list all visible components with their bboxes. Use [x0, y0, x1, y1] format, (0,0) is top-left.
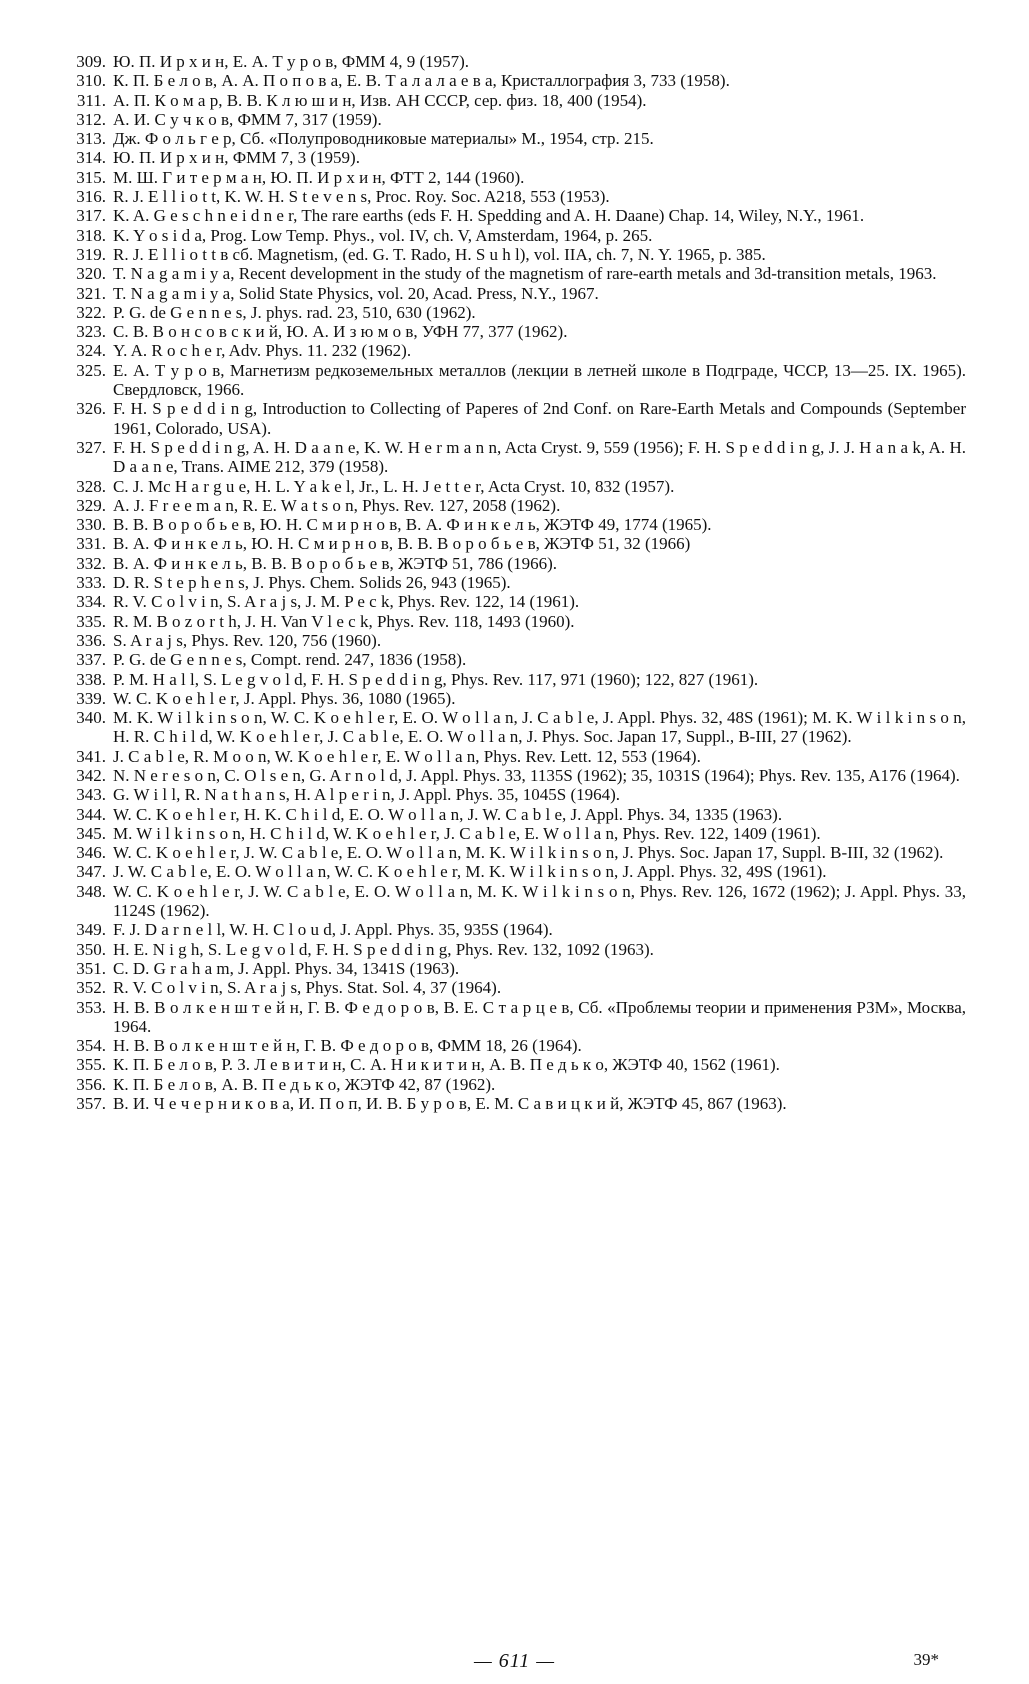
reference-entry	[62, 438, 966, 477]
reference-number: 347.	[76, 862, 106, 882]
reference-number: 317.	[76, 206, 106, 226]
reference-entry	[62, 612, 966, 631]
reference-entry	[62, 71, 966, 90]
reference-entry	[62, 110, 966, 129]
reference-text: C. D. G r a h a m, J. Appl. Phys. 34, 1341S (1963).	[113, 958, 460, 978]
reference-entry	[62, 361, 966, 400]
reference-number: 342.	[76, 765, 106, 785]
reference-text: R. V. C o l v i n, S. A r a j s, J. M. P e c k, Phys. Rev. 122, 14 (1961).	[113, 592, 580, 612]
reference-text: F. H. S p e d d i n g, A. H. D a a n e, K. W. H e r m a n n, Acta Cryst. 9, 559 (1956); F. H. S p e d d i n g, J. J. H a n a k, A. H. D a a n e, Trans. AIME 212, 379 (1958).	[113, 437, 966, 477]
reference-number: 335.	[76, 611, 106, 631]
page-number: — 611 —	[473, 1650, 556, 1672]
reference-number: 319.	[76, 244, 106, 264]
reference-entry	[62, 515, 966, 534]
reference-entry	[62, 148, 966, 167]
reference-text: J. W. C a b l e, E. O. W o l l a n, W. C. K o e h l e r, M. K. W i l k i n s o n, J. Appl. Phys. 32, 49S (1961).	[113, 862, 827, 882]
reference-text: C. J. Mc H a r g u e, H. L. Y a k e l, Jr., L. H. J e t t e r, Acta Cryst. 10, 832 (1957).	[113, 476, 675, 496]
reference-number: 340.	[76, 708, 106, 728]
reference-text: W. C. K o e h l e r, H. K. C h i l d, E. O. W o l l a n, J. W. C a b l e, J. Appl. Phys. 34, 1335 (1963).	[113, 804, 783, 824]
reference-number: 336.	[76, 630, 106, 650]
reference-entry	[62, 920, 966, 939]
reference-number: 351.	[76, 958, 106, 978]
reference-number: 320.	[76, 264, 106, 284]
reference-number: 349.	[76, 920, 106, 940]
reference-number: 328.	[76, 476, 106, 496]
reference-entry	[62, 341, 966, 360]
reference-text: S. A r a j s, Phys. Rev. 120, 756 (1960).	[113, 630, 382, 650]
reference-entry	[62, 805, 966, 824]
reference-number: 356.	[76, 1074, 106, 1094]
reference-text: В. В. В о р о б ь е в, Ю. Н. С м и р н о в, В. А. Ф и н к е л ь, ЖЭТФ 49, 1774 (1965).	[113, 515, 712, 535]
reference-number: 327.	[76, 437, 106, 457]
reference-number: 339.	[76, 688, 106, 708]
reference-text: D. R. S t e p h e n s, J. Phys. Chem. Solids 26, 943 (1965).	[113, 573, 511, 593]
reference-entry	[62, 573, 966, 592]
reference-number: 329.	[76, 495, 106, 515]
reference-text: F. H. S p e d d i n g, Introduction to Collecting of Paperes of 2nd Conf. on Rare-Earth Metals and Compounds (September 1961, Colorado, USA).	[113, 399, 966, 438]
reference-number: 343.	[76, 785, 106, 805]
reference-text: P. G. de G e n n e s, J. phys. rad. 23, 510, 630 (1962).	[113, 302, 476, 322]
reference-number: 341.	[76, 746, 106, 766]
reference-entry	[62, 187, 966, 206]
reference-entry	[62, 978, 966, 997]
reference-text: А. П. К о м а р, В. В. К л ю ш и н, Изв. АН СССР, сер. физ. 18, 400 (1954).	[113, 90, 647, 110]
reference-number: 323.	[76, 322, 106, 342]
reference-entry	[62, 862, 966, 881]
reference-number: 344.	[76, 804, 106, 824]
reference-entry	[62, 534, 966, 553]
reference-number: 334.	[76, 592, 106, 612]
reference-number: 311.	[76, 90, 106, 110]
reference-text: R. V. C o l v i n, S. A r a j s, Phys. Stat. Sol. 4, 37 (1964).	[113, 978, 502, 998]
reference-entry	[62, 129, 966, 148]
reference-number: 310.	[76, 71, 106, 91]
reference-text: В. А. Ф и н к е л ь, В. В. В о р о б ь е в, ЖЭТФ 51, 786 (1966).	[113, 553, 557, 573]
reference-number: 313.	[76, 129, 106, 149]
reference-number: 345.	[76, 823, 106, 843]
reference-number: 355.	[76, 1055, 106, 1075]
reference-entry	[62, 843, 966, 862]
reference-entry	[62, 91, 966, 110]
reference-number: 348.	[76, 881, 106, 901]
reference-text: R. M. B o z o r t h, J. H. Van V l e c k, Phys. Rev. 118, 1493 (1960).	[113, 611, 575, 631]
reference-entry	[62, 206, 966, 225]
reference-number: 318.	[76, 225, 106, 245]
reference-text: Ю. П. И р х и н, Е. А. Т у р о в, ФММ 4, 9 (1957).	[113, 52, 470, 71]
reference-text: M. K. W i l k i n s o n, W. C. K o e h l e r, E. O. W o l l a n, J. C a b l e, J. Appl. Phys. 32, 48S (1961); M. K. W i l k i n s o n, H. R. C h i l d, W. K o e h l e r, J. C a b l e, E. O. W o l l a n, J. Phys. Soc. Japan 17, Suppl., B-III, 27 (1962).	[113, 708, 966, 747]
reference-text: W. C. K o e h l e r, J. Appl. Phys. 36, 1080 (1965).	[113, 688, 456, 708]
reference-text: А. И. С у ч к о в, ФММ 7, 317 (1959).	[113, 109, 382, 129]
reference-entry	[62, 245, 966, 264]
reference-entry	[62, 1055, 966, 1074]
reference-text: Дж. Ф о л ь г е р, Сб. «Полупроводниковые материалы» М., 1954, стр. 215.	[113, 129, 654, 149]
reference-text: J. C a b l e, R. M o o n, W. K o e h l e r, E. W o l l a n, Phys. Rev. Lett. 12, 553 (1964).	[113, 746, 701, 766]
reference-text: W. C. K o e h l e r, J. W. C a b l e, E. O. W o l l a n, M. K. W i l k i n s o n, Phys. Rev. 126, 1672 (1962); J. Appl. Phys. 33, 1124S (1962).	[113, 881, 966, 921]
reference-text: Н. В. В о л к е н ш т е й н, Г. В. Ф е д о р о в, В. Е. С т а р ц е в, Сб. «Проблемы теории и применения РЗМ», Москва, 1964.	[113, 997, 966, 1036]
reference-number: 326.	[76, 399, 106, 419]
reference-number: 321.	[76, 283, 106, 303]
reference-entry	[62, 631, 966, 650]
reference-entry	[62, 284, 966, 303]
reference-number: 314.	[76, 148, 106, 168]
reference-text: P. G. de G e n n e s, Compt. rend. 247, 1836 (1958).	[113, 650, 467, 670]
reference-number: 316.	[76, 187, 106, 207]
reference-entry	[62, 264, 966, 283]
reference-text: N. N e r e s o n, C. O l s e n, G. A r n o l d, J. Appl. Phys. 33, 1135S (1962); 35, 1031S (1964); Phys. Rev. 135, A176 (1964).	[113, 765, 960, 785]
reference-text: Y. A. R o c h e r, Adv. Phys. 11. 232 (1962).	[113, 341, 412, 361]
reference-entry	[62, 959, 966, 978]
reference-text: К. П. Б е л о в, А. В. П е д ь к о, ЖЭТФ 42, 87 (1962).	[113, 1074, 496, 1094]
reference-entry	[62, 592, 966, 611]
reference-entry	[62, 882, 966, 921]
reference-text: R. J. E l l i o t t, K. W. H. S t e v e n s, Proc. Roy. Soc. A218, 553 (1953).	[113, 187, 610, 207]
reference-list	[62, 52, 966, 1113]
reference-entry	[62, 708, 966, 747]
reference-entry	[62, 477, 966, 496]
reference-number: 315.	[76, 167, 106, 187]
reference-text: В. И. Ч е ч е р н и к о в а, И. П о п, И. В. Б у р о в, Е. М. С а в и ц к и й, ЖЭТФ 45, 867 (1963).	[113, 1094, 787, 1114]
reference-number: 350.	[76, 939, 106, 959]
reference-number: 357.	[76, 1094, 106, 1114]
reference-text: К. П. Б е л о в, А. А. П о п о в а, Е. В. Т а л а л а е в а, Кристаллография 3, 733 (1958).	[113, 71, 730, 91]
reference-text: Е. А. Т у р о в, Магнетизм редкоземельных металлов (лекции в летней школе в Подграде, ЧССР, 13—25. IX. 1965). Свердловск, 1966.	[113, 360, 966, 400]
reference-entry	[62, 322, 966, 341]
reference-entry	[62, 940, 966, 959]
reference-number: 333.	[76, 573, 106, 593]
reference-entry	[62, 1036, 966, 1055]
reference-text: H. E. N i g h, S. L e g v o l d, F. H. S p e d d i n g, Phys. Rev. 132, 1092 (1963).	[113, 939, 654, 959]
reference-number: 312.	[76, 109, 106, 129]
reference-entry	[62, 766, 966, 785]
reference-text: K. Y o s i d a, Prog. Low Temp. Phys., vol. IV, ch. V, Amsterdam, 1964, p. 265.	[113, 225, 653, 245]
reference-number: 346.	[76, 843, 106, 863]
reference-entry	[62, 399, 966, 438]
page-footer	[0, 1650, 1029, 1676]
reference-text: M. W i l k i n s o n, H. C h i l d, W. K o e h l e r, J. C a b l e, E. W o l l a n, Phys. Rev. 122, 1409 (1961).	[113, 823, 821, 843]
reference-text: R. J. E l l i o t t в сб. Magnetism, (ed. G. T. Rado, H. S u h l), vol. IIA, ch. 7, N. Y. 1965, p. 385.	[113, 244, 766, 264]
reference-text: T. N a g a m i y a, Recent development in the study of the magnetism of rare-earth metals and 3d-transition metals, 1963.	[113, 264, 937, 284]
reference-entry	[62, 303, 966, 322]
reference-entry	[62, 1075, 966, 1094]
reference-entry	[62, 785, 966, 804]
reference-entry	[62, 670, 966, 689]
reference-text: К. П. Б е л о в, Р. З. Л е в и т и н, С. А. Н и к и т и н, А. В. П е д ь к о, ЖЭТФ 40, 1562 (1961).	[113, 1055, 780, 1075]
reference-text: P. M. H a l l, S. L e g v o l d, F. H. S p e d d i n g, Phys. Rev. 117, 971 (1960); 122, 827 (1961).	[113, 669, 759, 689]
reference-entry	[62, 824, 966, 843]
reference-number: 353.	[76, 997, 106, 1017]
reference-number: 330.	[76, 515, 106, 535]
reference-number: 332.	[76, 553, 106, 573]
reference-text: М. Ш. Г и т е р м а н, Ю. П. И р х и н, ФТТ 2, 144 (1960).	[113, 167, 525, 187]
reference-text: Ю. П. И р х и н, ФММ 7, 3 (1959).	[113, 148, 360, 168]
reference-entry	[62, 554, 966, 573]
reference-number: 322.	[76, 302, 106, 322]
reference-number: 325.	[76, 360, 106, 380]
reference-text: K. A. G e s c h n e i d n e r, The rare earths (eds F. H. Spedding and A. H. Daane) Chap. 14, Wiley, N.Y., 1961.	[113, 206, 865, 226]
reference-text: Н. В. В о л к е н ш т е й н, Г. В. Ф е д о р о в, ФММ 18, 26 (1964).	[113, 1036, 582, 1056]
reference-entry	[62, 689, 966, 708]
reference-number: 338.	[76, 669, 106, 689]
reference-entry	[62, 650, 966, 669]
reference-entry	[62, 998, 966, 1037]
reference-number: 337.	[76, 650, 106, 670]
reference-text: В. А. Ф и н к е л ь, Ю. Н. С м и р н о в, В. В. В о р о б ь е в, ЖЭТФ 51, 32 (1966)	[113, 534, 691, 554]
reference-number: 352.	[76, 978, 106, 998]
reference-text: T. N a g a m i y a, Solid State Physics, vol. 20, Acad. Press, N.Y., 1967.	[113, 283, 599, 303]
reference-entry	[62, 1094, 966, 1113]
reference-entry	[62, 168, 966, 187]
reference-number: 324.	[76, 341, 106, 361]
reference-number: 354.	[76, 1036, 106, 1056]
reference-text: W. C. K o e h l e r, J. W. C a b l e, E. O. W o l l a n, M. K. W i l k i n s o n, J. Phys. Soc. Japan 17, Suppl. B-III, 32 (1962).	[113, 843, 944, 863]
reference-text: F. J. D a r n e l l, W. H. C l o u d, J. Appl. Phys. 35, 935S (1964).	[113, 920, 553, 940]
reference-text: С. В. В о н с о в с к и й, Ю. А. И з ю м о в, УФН 77, 377 (1962).	[113, 322, 568, 342]
signature-mark: 39*	[913, 1650, 939, 1669]
reference-number: 309.	[76, 52, 106, 71]
reference-entry	[62, 747, 966, 766]
reference-text: G. W i l l, R. N a t h a n s, H. A l p e r i n, J. Appl. Phys. 35, 1045S (1964).	[113, 785, 621, 805]
reference-entry	[62, 496, 966, 515]
reference-entry	[62, 226, 966, 245]
reference-entry	[62, 52, 966, 71]
reference-number: 331.	[76, 534, 106, 554]
reference-text: A. J. F r e e m a n, R. E. W a t s o n, Phys. Rev. 127, 2058 (1962).	[113, 495, 561, 515]
